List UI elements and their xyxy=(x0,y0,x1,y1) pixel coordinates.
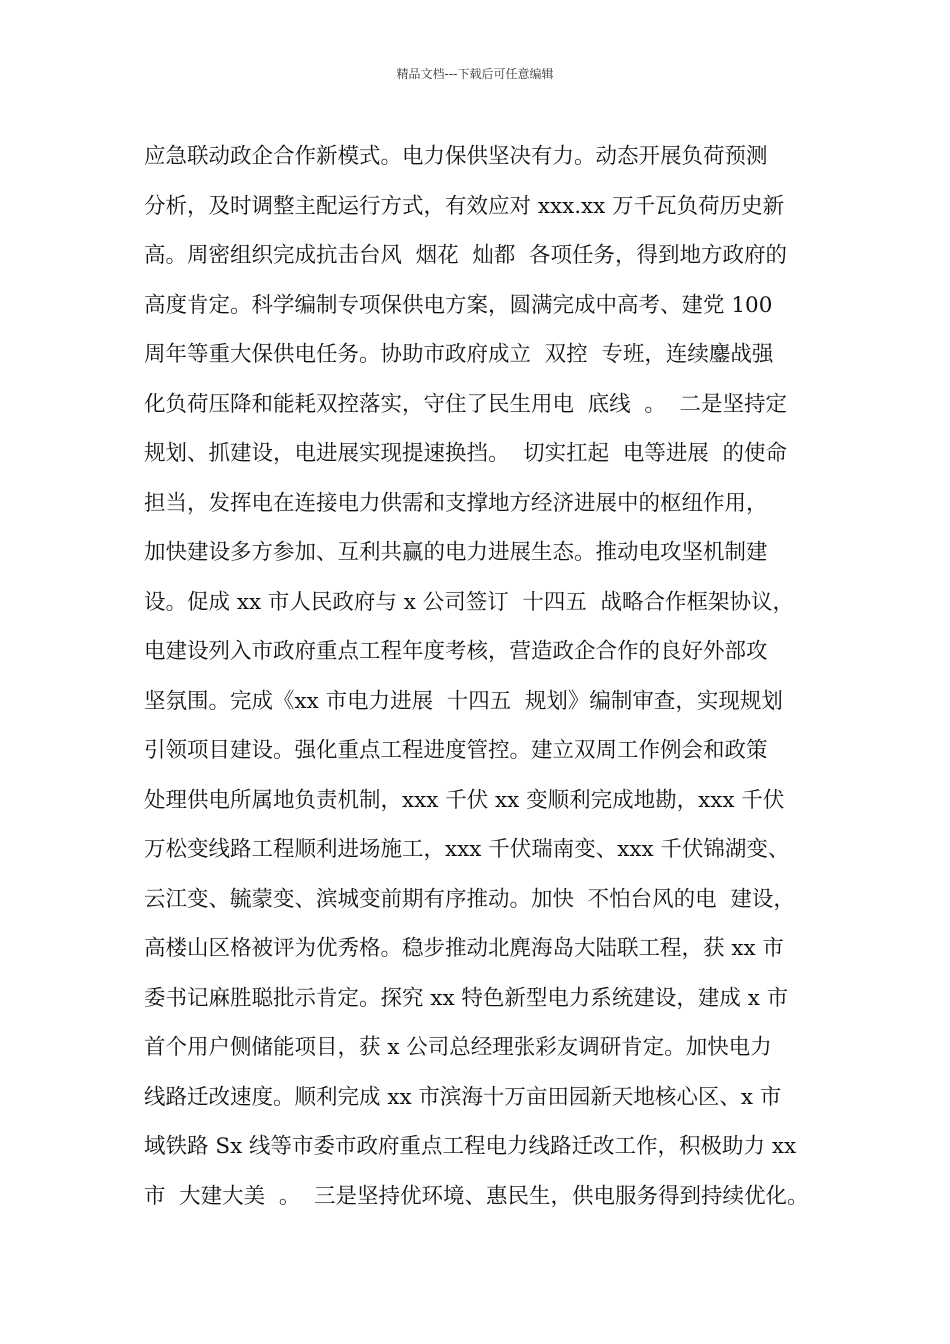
body-text xyxy=(144,132,824,1221)
text-line: 周年等重大保供电任务。协助市政府成立 双控 专班，连续鏖战强 xyxy=(144,342,774,367)
text-line: 电建设列入市政府重点工程年度考核，营造政企合作的良好外部攻 xyxy=(144,639,768,664)
text-line: 化负荷压降和能耗双控落实，守住了民生用电 底线 。 二是坚持定 xyxy=(144,391,788,417)
text-line: 首个用户侧储能项目，获 x 公司总经理张彩友调研肯定。加快电力 xyxy=(144,1035,772,1060)
text-line: 高。周密组织完成抗击台风 烟花 灿都 各项任务，得到地方政府的 xyxy=(144,243,788,268)
text-line: 设。促成 xx 市人民政府与 x 公司签订 十四五 战略合作框架协议， xyxy=(144,589,795,615)
text-line: 委书记麻胜聪批示肯定。探究 xx 特色新型电力系统建设，建成 x 市 xyxy=(144,985,789,1011)
text-line: 线路迁改速度。顺利完成 xx 市滨海十万亩田园新天地核心区、x 市 xyxy=(144,1084,782,1110)
text-line: 高楼山区格被评为优秀格。稳步推动北麂海岛大陆联工程，获 xx 市 xyxy=(144,936,784,961)
text-line: 分析，及时调整主配运行方式，有效应对 xxx.xx 万千瓦负荷历史新 xyxy=(144,193,785,219)
text-line: 坚氛围。完成《xx 市电力进展 十四五 规划》编制审查，实现规划 xyxy=(144,688,783,714)
text-line: 万松变线路工程顺利进场施工，xxx 千伏瑞南变、xxx 千伏锦湖变、 xyxy=(144,837,790,862)
text-line: 加快建设多方参加、互利共赢的电力进展生态。推动电攻坚机制建 xyxy=(144,540,768,565)
text-line: 高度肯定。科学编制专项保供电方案，圆满完成中高考、建党 100 xyxy=(144,292,773,318)
text-line: 云江变、毓蒙变、滨城变前期有序推动。加快 不怕台风的电 建设， xyxy=(144,886,795,912)
text-line: 应急联动政企合作新模式。电力保供坚决有力。动态开展负荷预测 xyxy=(144,144,768,169)
text-line: 处理供电所属地负责机制，xxx 千伏 xx 变顺利完成地勘，xxx 千伏 xyxy=(144,787,785,813)
page-header: 精品文档---下载后可任意编辑 xyxy=(396,67,554,81)
text-line: 域铁路 Sx 线等市委市政府重点工程电力线路迁改工作，积极助力 xx xyxy=(144,1134,797,1159)
text-line: 担当，发挥电在连接电力供需和支撑地方经济进展中的枢纽作用， xyxy=(144,490,768,516)
text-line: 引领项目建设。强化重点工程进度管控。建立双周工作例会和政策 xyxy=(144,738,768,763)
text-line: 规划、抓建设，电进展实现提速换挡。 切实扛起 电等进展 的使命 xyxy=(144,441,788,466)
text-line: 市 大建大美 。 三是坚持优环境、惠民生，供电服务得到持续优化。 xyxy=(144,1183,809,1209)
